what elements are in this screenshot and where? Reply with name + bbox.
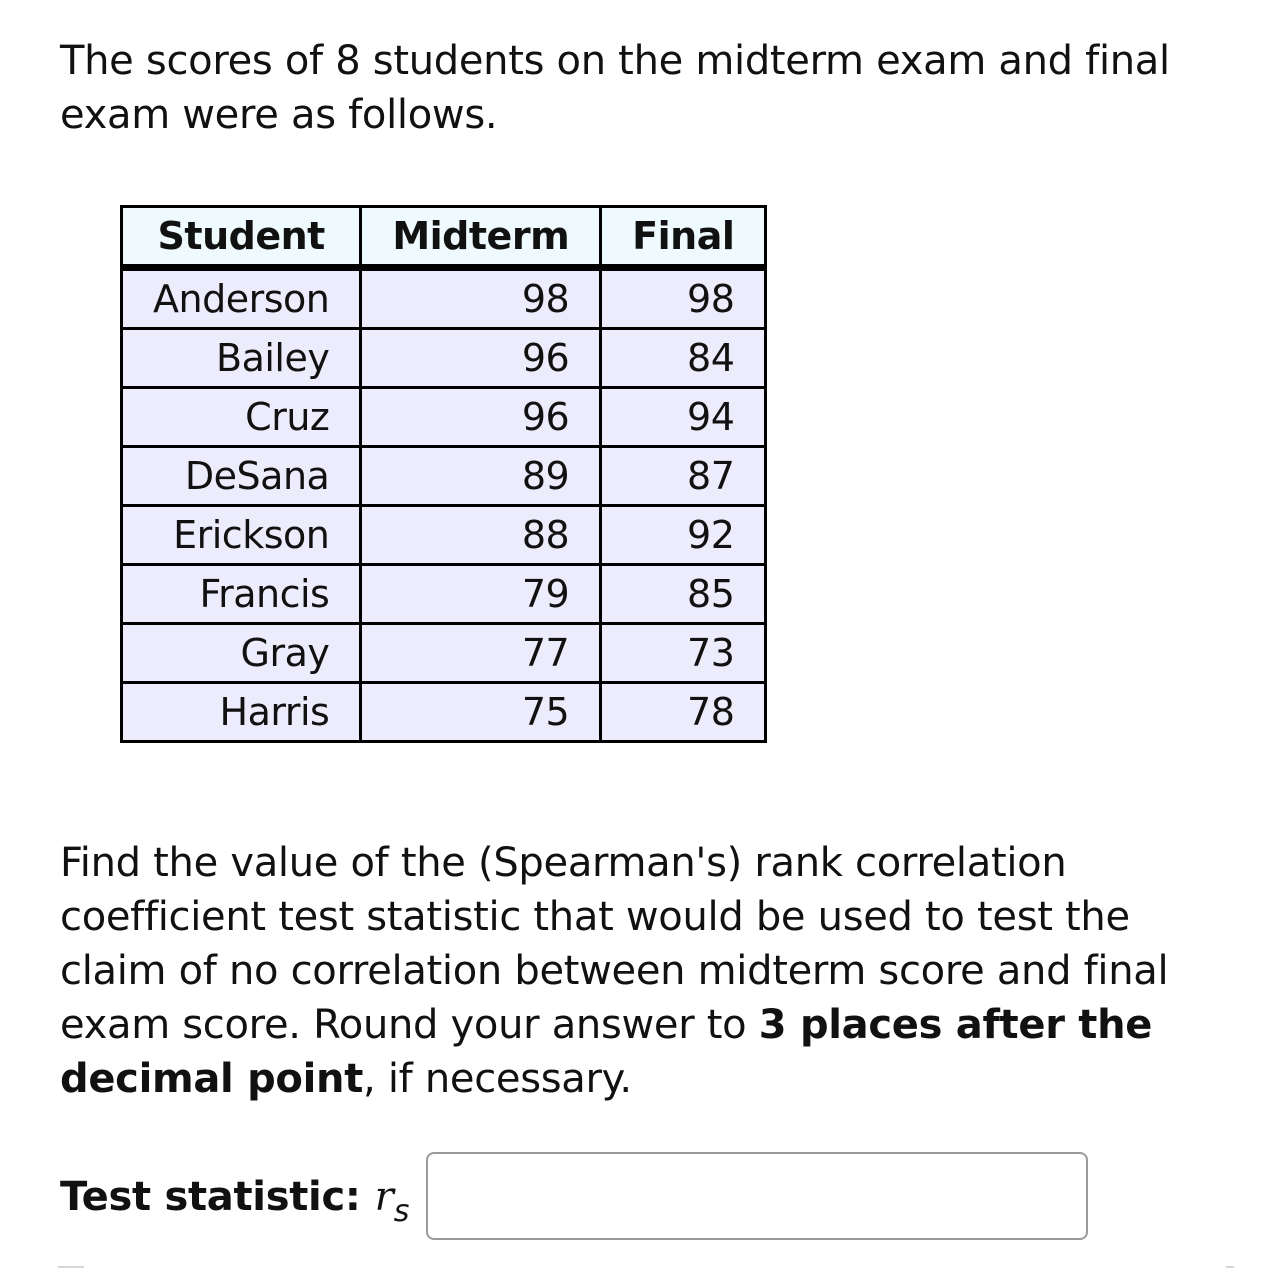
- table-row: [122, 506, 766, 565]
- midterm-score: 79: [361, 565, 601, 624]
- student-name: Anderson: [122, 268, 361, 329]
- header-final: Final: [601, 207, 766, 268]
- question-text: [60, 836, 1210, 1106]
- answer-input[interactable]: [426, 1152, 1088, 1240]
- final-score: 84: [601, 329, 766, 388]
- final-score: 73: [601, 624, 766, 683]
- final-score: 92: [601, 506, 766, 565]
- question-part2: , if necessary.: [363, 1056, 632, 1102]
- final-score: 87: [601, 447, 766, 506]
- student-name: Harris: [122, 683, 361, 742]
- student-name: Cruz: [122, 388, 361, 447]
- final-score: 78: [601, 683, 766, 742]
- header-student: Student: [122, 207, 361, 268]
- table-row: [122, 565, 766, 624]
- table-row: [122, 388, 766, 447]
- test-statistic-label: Test statistic:: [60, 1174, 361, 1220]
- header-midterm: Midterm: [361, 207, 601, 268]
- bottom-divider-right: [1226, 1266, 1234, 1268]
- midterm-score: 96: [361, 329, 601, 388]
- final-score: 98: [601, 268, 766, 329]
- student-name: Bailey: [122, 329, 361, 388]
- student-name: Francis: [122, 565, 361, 624]
- student-name: DeSana: [122, 447, 361, 506]
- table-row: [122, 268, 766, 329]
- student-name: Erickson: [122, 506, 361, 565]
- rs-subscript: s: [393, 1193, 410, 1229]
- final-score: 85: [601, 565, 766, 624]
- table-row: [122, 447, 766, 506]
- problem-intro: The scores of 8 students on the midterm exam and final exam were as follows.: [60, 38, 1170, 138]
- table-row: [122, 329, 766, 388]
- table-row: [122, 624, 766, 683]
- student-name: Gray: [122, 624, 361, 683]
- answer-row: [60, 1152, 452, 1242]
- midterm-score: 96: [361, 388, 601, 447]
- midterm-score: 75: [361, 683, 601, 742]
- question-emphasis: 3 places after the decimal point: [60, 1002, 1153, 1102]
- midterm-score: 89: [361, 447, 601, 506]
- final-score: 94: [601, 388, 766, 447]
- scores-table: [120, 205, 767, 743]
- table-row: [122, 683, 766, 742]
- bottom-divider-left: [58, 1266, 84, 1268]
- rs-symbol: r: [374, 1174, 394, 1220]
- midterm-score: 77: [361, 624, 601, 683]
- midterm-score: 98: [361, 268, 601, 329]
- question-part1: Find the value of the (Spearman's) rank correlation coefficient test statistic that would be used to test the claim of no correlation between midterm score and final exam score. Round your answer to: [60, 840, 1169, 1048]
- midterm-score: 88: [361, 506, 601, 565]
- table-header-row: [122, 207, 766, 268]
